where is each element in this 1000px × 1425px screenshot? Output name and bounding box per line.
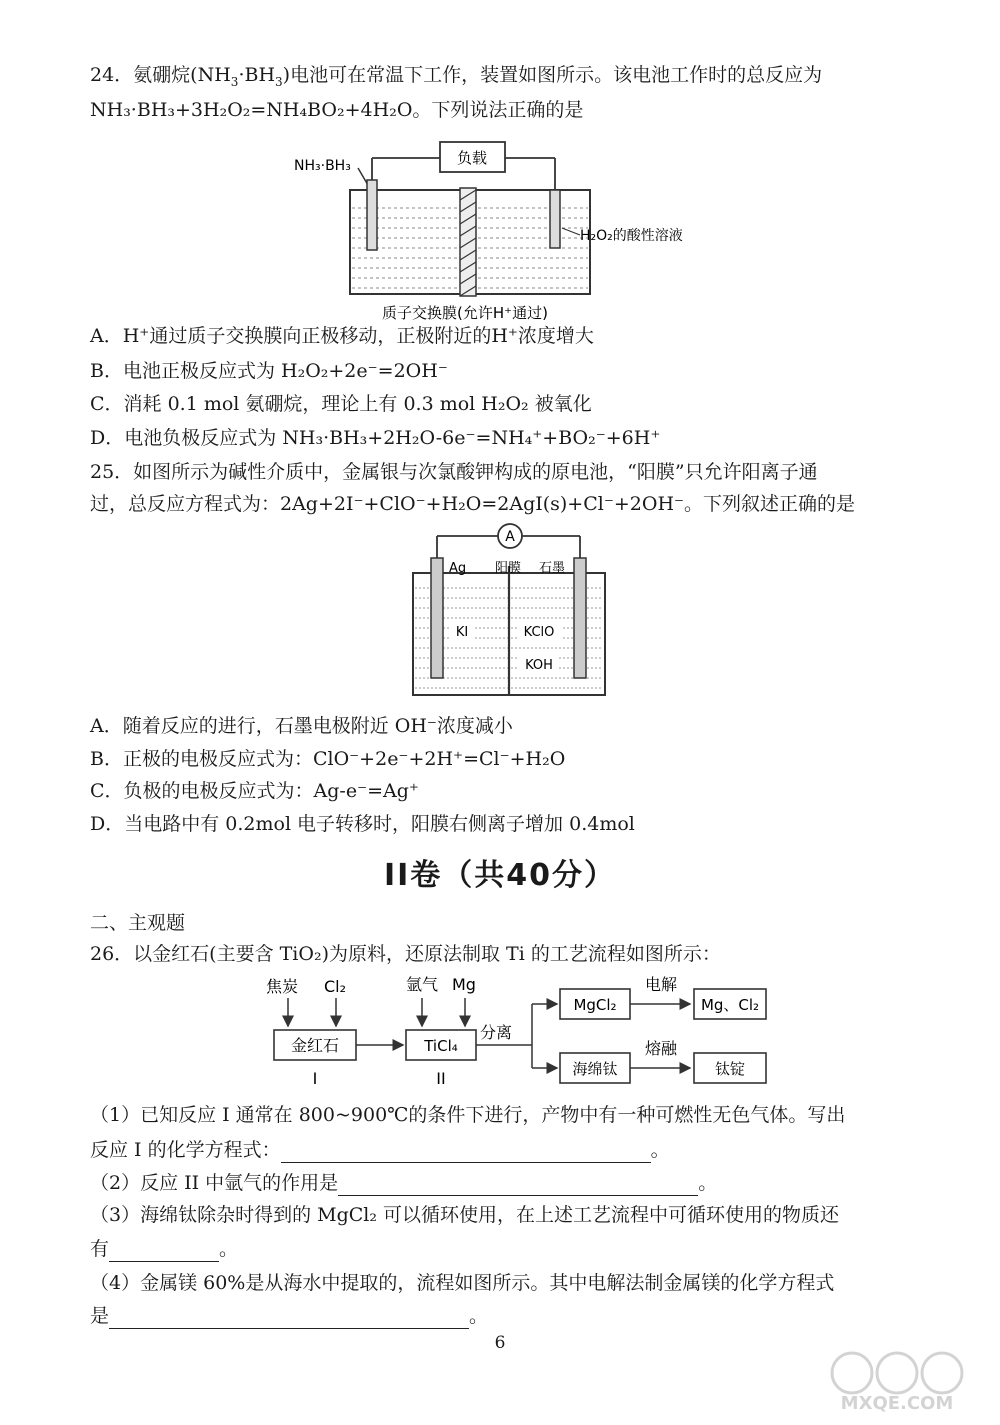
right-solution-label-2: KOH <box>525 658 553 673</box>
q26-intro: 26．以金红石(主要含 TiO₂)为原料，还原法制取 Ti 的工艺流程如图所示： <box>90 943 721 965</box>
oxidant-label: H₂O₂的酸性溶液 <box>580 228 683 244</box>
q26-part1-line2: 反应 I 的化学方程式： 。 <box>90 1139 670 1161</box>
svg-text:金红石: 金红石 <box>290 1036 340 1055</box>
left-solution-label: KI <box>455 625 469 640</box>
svg-text:MXQE.COM: MXQE.COM <box>840 1393 954 1414</box>
q26-part4-line1: （4）金属镁 60%是从海水中提取的，流程如图所示。其中电解法制金属镁的化学方程式 <box>90 1272 835 1294</box>
q25-option-c: C．负极的电极反应式为：Ag-e⁻=Ag⁺ <box>90 780 419 802</box>
input-cl2: Cl₂ <box>324 977 347 996</box>
answer-blank-1[interactable] <box>281 1142 651 1163</box>
q25-line1: 25．如图所示为碱性介质中，金属银与次氯酸钾构成的原电池，“阳膜”只允许阳离子通 <box>90 461 818 483</box>
ag-electrode <box>431 558 443 678</box>
page-number: 6 <box>494 1333 506 1353</box>
cathode <box>550 190 560 248</box>
input-coke: 焦炭 <box>266 977 299 996</box>
q24-battery-figure <box>280 130 683 325</box>
roman-1: I <box>312 1069 318 1088</box>
q25-line2: 过，总反应方程式为：2Ag+2I⁻+ClO⁻+H₂O=2AgI(s)+Cl⁻+2OH⁻。下列叙述正确的是 <box>90 493 856 515</box>
q24-option-b: B．电池正极反应式为 H₂O₂+2e⁻=2OH⁻ <box>90 360 448 382</box>
q24-option-d: D．电池负极反应式为 NH₃·BH₃+2H₂O-6e⁻=NH₄⁺+BO₂⁻+6H⁺ <box>90 427 661 449</box>
svg-text:TiCl₄: TiCl₄ <box>424 1037 458 1055</box>
melting-label: 熔融 <box>645 1039 678 1058</box>
graphite-label: 石墨 <box>539 561 566 576</box>
right-solution-label-1: KClO <box>523 625 555 640</box>
membrane-label: 质子交换膜(允许H⁺通过) <box>382 304 548 322</box>
watermark-logo <box>812 1343 982 1417</box>
fuel-label: NH₃·BH₃ <box>294 158 351 174</box>
section-subjective-heading: 二、主观题 <box>90 912 186 934</box>
anode <box>367 180 377 250</box>
q26-part1-line1: （1）已知反应 I 通常在 800~900℃的条件下进行，产物中有一种可燃性无色气体。写出 <box>90 1104 846 1126</box>
input-argon: 氩气 <box>406 975 439 994</box>
answer-blank-4[interactable] <box>109 1308 469 1329</box>
load-label: 负载 <box>456 149 488 167</box>
svg-text:MgCl₂: MgCl₂ <box>573 996 617 1014</box>
q24-option-c: C．消耗 0.1 mol 氨硼烷，理论上有 0.3 mol H₂O₂ 被氧化 <box>90 393 592 415</box>
separation-label: 分离 <box>480 1023 513 1042</box>
input-mg: Mg <box>452 975 476 994</box>
q25-option-b: B．正极的电极反应式为：ClO⁻+2e⁻+2H⁺=Cl⁻+H₂O <box>90 748 566 770</box>
q26-flowchart <box>260 968 780 1096</box>
q26-part3-line1: （3）海绵钛除杂时得到的 MgCl₂ 可以循环使用，在上述工艺流程中可循环使用的物质还 <box>90 1204 840 1226</box>
q25-option-d: D．当电路中有 0.2mol 电子转移时，阳膜右侧离子增加 0.4mol <box>90 813 635 835</box>
answer-blank-2[interactable] <box>338 1175 698 1196</box>
section-2-title: II卷（共40分） <box>383 858 617 893</box>
q24-line1: 24．氨硼烷$(NH_3\cdot BH_3)$电池可在常温下工作，装置如图所示。该电池工作时的总反应为 <box>90 64 823 89</box>
q24-option-a: A．H⁺通过质子交换膜向正极移动，正极附近的H⁺浓度增大 <box>90 325 594 347</box>
graphite-electrode <box>574 558 586 678</box>
q25-cell-figure <box>405 518 615 703</box>
membrane-label: 阳膜 <box>495 561 522 576</box>
ag-label: Ag <box>449 561 467 576</box>
q24-line2: NH₃·BH₃+3H₂O₂=NH₄BO₂+4H₂O。下列说法正确的是 <box>90 99 584 121</box>
q26-part2: （2）反应 II 中氩气的作用是 。 <box>90 1172 718 1194</box>
q25-option-a: A．随着反应的进行，石墨电极附近 OH⁻浓度减小 <box>90 715 513 737</box>
svg-text:海绵钛: 海绵钛 <box>572 1060 618 1078</box>
electrolysis-label: 电解 <box>645 975 678 994</box>
answer-blank-3[interactable] <box>109 1241 219 1262</box>
roman-2: II <box>436 1069 446 1088</box>
svg-text:A: A <box>505 529 515 545</box>
q26-part3-line2: 有 。 <box>90 1238 239 1260</box>
svg-text:钛锭: 钛锭 <box>714 1060 746 1078</box>
q26-part4-line2: 是 。 <box>90 1305 489 1327</box>
svg-text:Mg、Cl₂: Mg、Cl₂ <box>700 996 760 1014</box>
